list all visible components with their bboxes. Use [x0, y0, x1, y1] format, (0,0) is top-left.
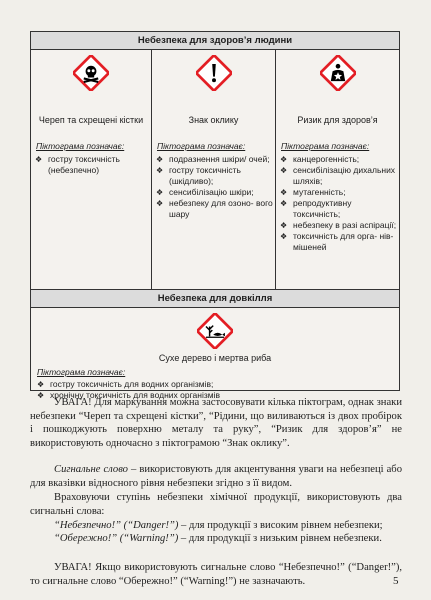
pictogram-name: Сухе дерево і мертва риба [158, 353, 272, 363]
term: “Небезпечно!” (“Danger!”) [54, 520, 179, 531]
means-label: Піктограма позначає: [281, 141, 370, 151]
column-exclamation [152, 49, 276, 289]
means-label: Піктограма позначає: [157, 141, 246, 151]
signal-word-paragraph [30, 463, 402, 490]
health-hazard-header: Небезпека для здоров’я людини [31, 32, 399, 50]
paragraph-text: – використовують для акцентування уваги на небезпеці або для вказівки відносного рівня небезпеки згідно з її видом. [30, 464, 402, 489]
warning-paragraph-2 [30, 561, 402, 588]
warning-line [30, 532, 402, 546]
list-item: ❖ гостру токсичність (небезпечно) [35, 154, 149, 176]
column-skull [31, 49, 152, 289]
paragraph-text: – для продукції з низьким рівнем небезпеки. [178, 533, 382, 544]
list-item: ❖ сенсибілізацію дихальних шляхів; [280, 165, 397, 187]
term: “Обережно!” (“Warning!”) [54, 533, 179, 544]
list-item: ❖ токсичність для орга- нів-мішеней [280, 231, 397, 253]
skull-crossbones-icon [73, 55, 109, 91]
means-label: Піктограма позначає: [36, 141, 125, 151]
exclamation-icon [196, 55, 232, 91]
list-item: ❖ небезпеку для озоно- вого шару [156, 198, 273, 220]
list-item: ❖ сенсибілізацію шкіри; [156, 187, 273, 198]
danger-line [30, 519, 402, 533]
pictogram-name: Знак оклику [188, 115, 239, 125]
paragraph-text: – для продукції з високим рівнем небезпеки; [178, 520, 383, 531]
list-item: ❖ небезпеку в разі аспірації; [280, 220, 397, 231]
environment-section [31, 307, 399, 400]
pictogram-name: Череп та схрещені кістки [38, 115, 144, 125]
list-item: ❖ репродуктивну токсичність; [280, 198, 397, 220]
environment-hazard-icon [197, 313, 233, 349]
paragraph-text: Враховуючи ступінь небезпеки хімічної продукції, використовують два сигнальні слова: [30, 492, 402, 517]
list-item: ❖ подразнення шкіри/ очей; [156, 154, 273, 165]
health-hazard-icon [320, 55, 356, 91]
column-health [276, 49, 399, 289]
list-item: ❖ гостру токсичність (шкідливо); [156, 165, 273, 187]
hazard-table [30, 31, 400, 400]
list-item: ❖ хронічну токсичність для водних організмів [37, 390, 397, 401]
means-label: Піктограма позначає: [37, 367, 126, 377]
term: Сигнальне слово [54, 464, 128, 475]
page-number: 5 [393, 575, 399, 587]
warning-paragraph-1 [30, 396, 402, 450]
signal-words-intro [30, 491, 402, 518]
environment-hazard-header: Небезпека для довкілля [31, 289, 399, 308]
list-item: ❖ канцерогенність; [280, 154, 397, 165]
list-item: ❖ гостру токсичність для водних організмів; [37, 379, 397, 390]
meaning-list [35, 154, 149, 176]
pictogram-name: Ризик для здоров’я [297, 115, 378, 125]
paragraph-text: УВАГА! Якщо використовують сигнальне слово “Небезпечно!” (“Danger!”), то сигнальне слово “Обережно!” (“Warning!”) не зазначають. [30, 562, 402, 587]
meaning-list [156, 154, 273, 220]
paragraph-text: УВАГА! Для маркування можна застосовувати кілька піктограм, однак знаки небезпеки “Череп та схрещені кістки”, “Рідини, що виливаються із двох пробірок і пошкоджують поверхню металу та руку”, “Ризик для здоров’я” не використовують одночасно з піктограмою “Знак оклику”. [30, 397, 402, 449]
list-item: ❖ мутагенність; [280, 187, 397, 198]
meaning-list [280, 154, 397, 253]
